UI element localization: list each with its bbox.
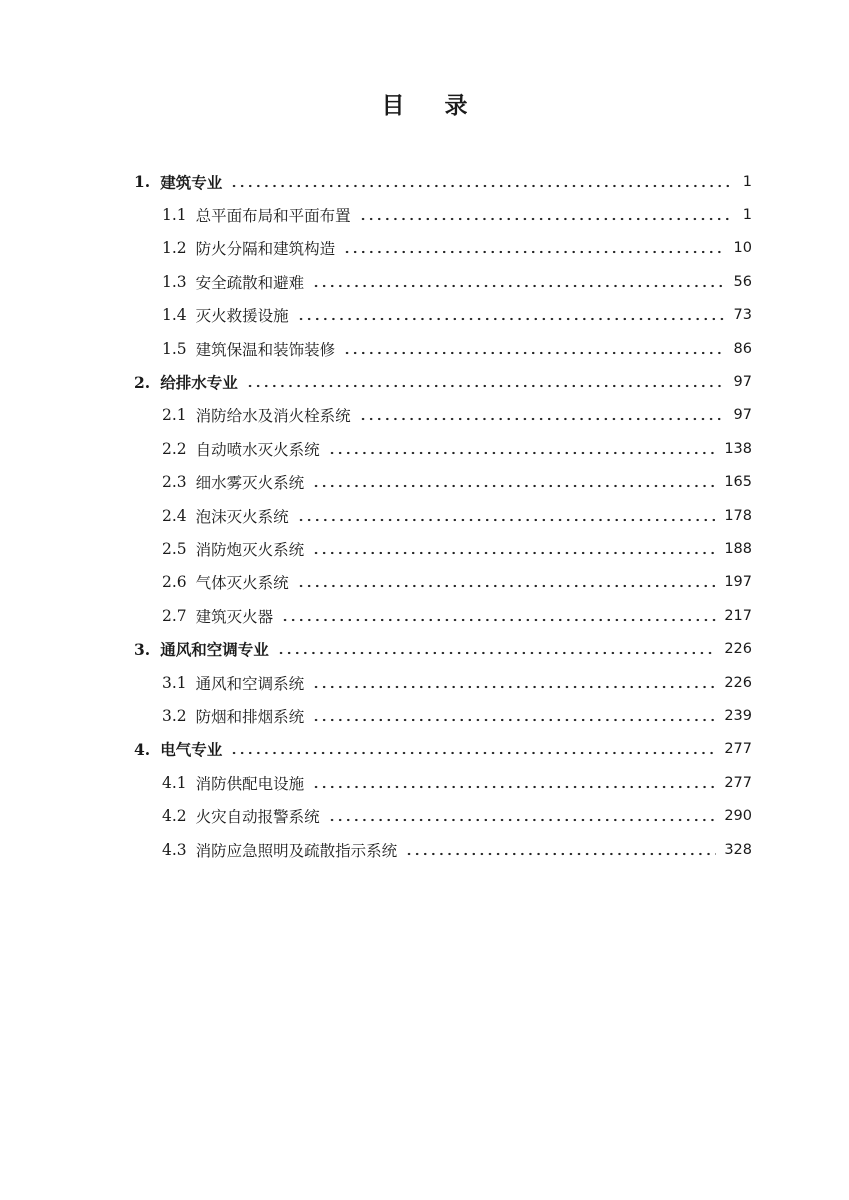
- toc-chapter-entry[interactable]: [0, 165, 849, 198]
- toc-dot-leader: [312, 785, 716, 789]
- toc-page-number: 86: [733, 340, 752, 357]
- toc-section-entry[interactable]: [0, 666, 849, 699]
- toc-dot-leader: [297, 317, 726, 321]
- toc-page-number: 165: [724, 474, 752, 491]
- toc-page-number: 188: [724, 540, 752, 557]
- toc-page-number: 56: [733, 273, 752, 290]
- toc-section-entry[interactable]: [0, 232, 849, 265]
- toc-entry-number: 2.2: [162, 439, 187, 458]
- toc-page-number: 97: [733, 407, 752, 424]
- toc-page-number: 138: [724, 440, 752, 457]
- toc-dot-leader: [297, 518, 717, 522]
- toc-section-entry[interactable]: [0, 299, 849, 332]
- toc-dot-leader: [277, 651, 717, 655]
- toc-entry-title: 通风和空调系统: [195, 674, 305, 693]
- toc-page-number: 277: [724, 774, 752, 791]
- toc-entry-title: 细水雾灭火系统: [195, 474, 305, 493]
- toc-page-number: 97: [733, 374, 752, 391]
- toc-entry-number: 2.5: [162, 539, 187, 558]
- toc-entry-title: 消防应急照明及疏散指示系统: [195, 841, 398, 860]
- toc-entry-number: 3.2: [162, 706, 187, 725]
- toc-entry-title: 灭火救援设施: [195, 307, 289, 326]
- toc-entry-title: 电气专业: [160, 740, 223, 760]
- toc-entry-number: 2.1: [162, 406, 187, 425]
- table-of-contents: [0, 165, 849, 866]
- toc-entry-title: 火灾自动报警系统: [195, 808, 320, 827]
- toc-page-number: 226: [724, 674, 752, 691]
- toc-section-entry[interactable]: [0, 599, 849, 632]
- toc-dot-leader: [359, 217, 730, 221]
- toc-page-number: 1: [742, 207, 752, 224]
- toc-entry-title: 建筑灭火器: [195, 607, 274, 626]
- toc-section-entry[interactable]: [0, 399, 849, 432]
- toc-dot-leader: [328, 818, 717, 822]
- toc-section-entry[interactable]: [0, 466, 849, 499]
- toc-entry-title: 自动喷水灭火系统: [195, 440, 320, 459]
- toc-dot-leader: [246, 384, 726, 388]
- toc-chapter-entry[interactable]: [0, 365, 849, 398]
- toc-dot-leader: [312, 718, 716, 722]
- toc-entry-title: 通风和空调专业: [160, 640, 269, 660]
- toc-page-number: 73: [733, 307, 752, 324]
- toc-section-entry[interactable]: [0, 532, 849, 565]
- toc-section-entry[interactable]: [0, 833, 849, 866]
- toc-section-entry[interactable]: [0, 332, 849, 365]
- toc-entry-number: 2.: [134, 372, 151, 392]
- toc-entry-number: 1.5: [162, 339, 187, 358]
- toc-page-number: 277: [724, 741, 752, 758]
- toc-entry-title: 防火分隔和建筑构造: [195, 240, 336, 259]
- toc-entry-title: 消防给水及消火栓系统: [195, 407, 351, 426]
- toc-entry-title: 消防供配电设施: [195, 774, 305, 793]
- toc-entry-title: 建筑专业: [160, 172, 223, 192]
- toc-dot-leader: [312, 484, 716, 488]
- toc-dot-leader: [312, 284, 725, 288]
- toc-dot-leader: [343, 351, 725, 355]
- toc-entry-number: 2.4: [162, 506, 187, 525]
- toc-section-entry[interactable]: [0, 198, 849, 231]
- toc-entry-number: 1.1: [162, 206, 187, 225]
- toc-chapter-entry[interactable]: [0, 733, 849, 766]
- toc-entry-number: 2.7: [162, 606, 187, 625]
- toc-entry-number: 4.: [134, 739, 151, 759]
- toc-dot-leader: [328, 451, 717, 455]
- toc-dot-leader: [230, 751, 716, 755]
- toc-page-number: 178: [724, 507, 752, 524]
- toc-entry-number: 3.: [134, 639, 151, 659]
- toc-section-entry[interactable]: [0, 432, 849, 465]
- toc-entry-title: 防烟和排烟系统: [195, 707, 305, 726]
- toc-dot-leader: [297, 584, 717, 588]
- toc-dot-leader: [281, 618, 716, 622]
- toc-page-number: 239: [724, 707, 752, 724]
- toc-entry-number: 1.3: [162, 272, 187, 291]
- toc-page-number: 226: [724, 641, 752, 658]
- page-title: 目 录: [381, 92, 484, 119]
- toc-dot-leader: [230, 184, 730, 188]
- toc-page-number: 328: [724, 841, 752, 858]
- toc-entry-title: 给排水专业: [160, 373, 238, 393]
- toc-entry-number: 1.4: [162, 306, 187, 325]
- toc-entry-number: 4.3: [162, 840, 187, 859]
- toc-section-entry[interactable]: [0, 699, 849, 732]
- toc-entry-number: 3.1: [162, 673, 187, 692]
- toc-section-entry[interactable]: [0, 766, 849, 799]
- toc-entry-number: 2.3: [162, 473, 187, 492]
- toc-page-number: 1: [742, 173, 752, 190]
- toc-entry-number: 4.2: [162, 807, 187, 826]
- toc-section-entry[interactable]: [0, 566, 849, 599]
- toc-entry-title: 建筑保温和装饰装修: [195, 340, 336, 359]
- toc-entry-title: 安全疏散和避难: [195, 273, 305, 292]
- toc-entry-title: 泡沫灭火系统: [195, 507, 289, 526]
- toc-page-number: 10: [733, 240, 752, 257]
- toc-dot-leader: [343, 250, 725, 254]
- toc-chapter-entry[interactable]: [0, 632, 849, 665]
- toc-dot-leader: [359, 417, 726, 421]
- toc-section-entry[interactable]: [0, 265, 849, 298]
- toc-section-entry[interactable]: [0, 499, 849, 532]
- toc-entry-number: 1.: [134, 172, 151, 192]
- toc-entry-number: 4.1: [162, 773, 187, 792]
- toc-entry-title: 气体灭火系统: [195, 574, 289, 593]
- toc-dot-leader: [312, 685, 716, 689]
- toc-entry-number: 1.2: [162, 239, 187, 258]
- toc-page-number: 197: [724, 574, 752, 591]
- toc-dot-leader: [405, 852, 716, 856]
- toc-page-number: 290: [724, 808, 752, 825]
- toc-entry-number: 2.6: [162, 573, 187, 592]
- toc-dot-leader: [312, 551, 716, 555]
- toc-entry-title: 总平面布局和平面布置: [195, 207, 351, 226]
- toc-page-number: 217: [724, 607, 752, 624]
- toc-entry-title: 消防炮灭火系统: [195, 540, 305, 559]
- toc-section-entry[interactable]: [0, 799, 849, 832]
